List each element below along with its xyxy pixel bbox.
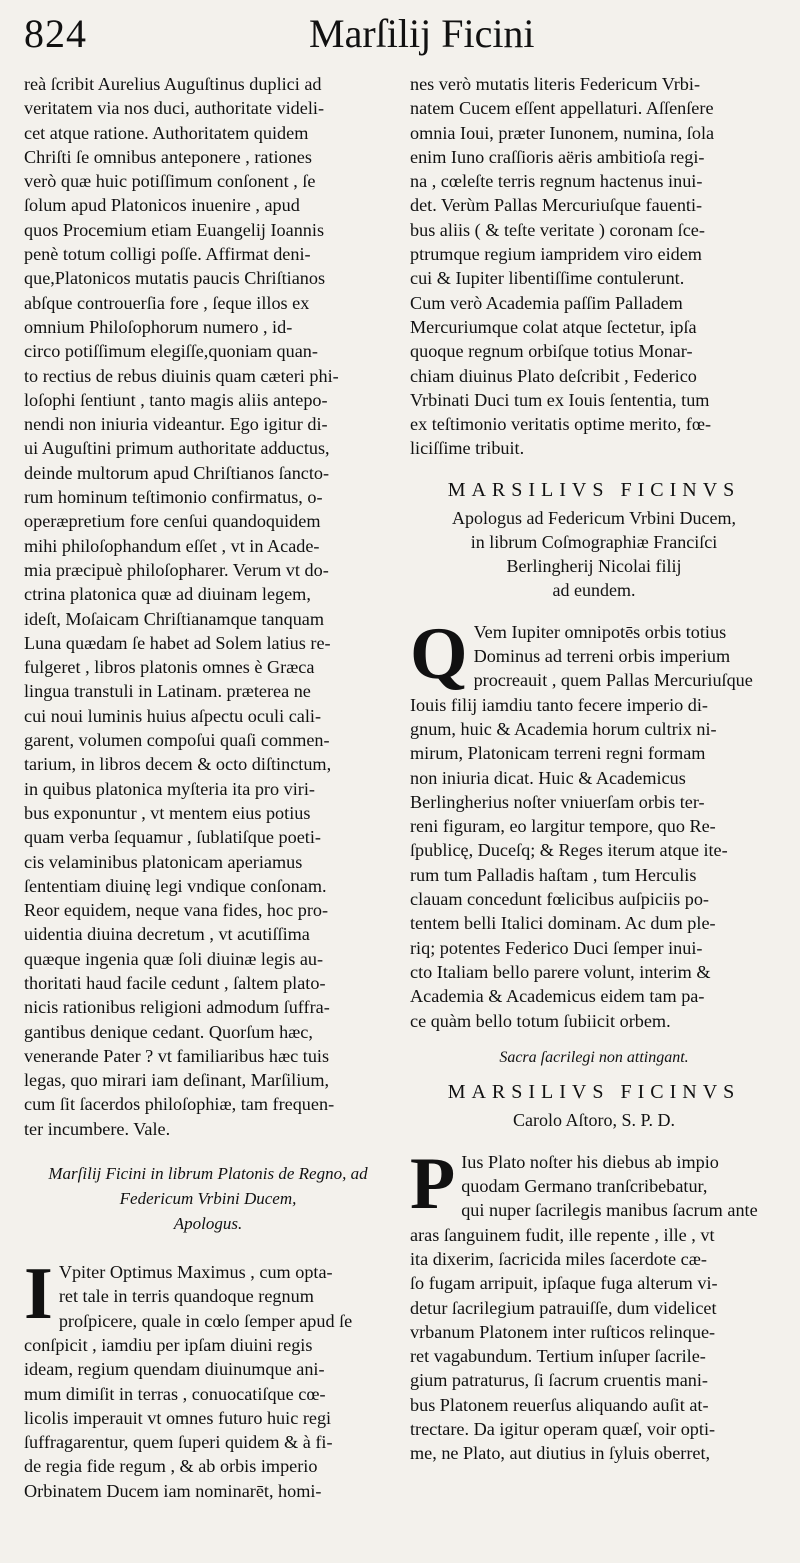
text-columns <box>24 72 778 1503</box>
text-line: mirum, Platonicam terreni regni formam <box>410 743 706 764</box>
text-line: ideam, regium quendam diuinumque ani- <box>24 1359 325 1380</box>
right-column <box>410 72 778 1503</box>
heading-marsilius-2: MARSILIVS FICINVS <box>447 1080 741 1103</box>
text-line: ex teſtimonio veritatis optime merito, fœ- <box>410 414 712 435</box>
text-line: bus exponuntur , vt mentem eius potius <box>24 802 311 823</box>
right-paragraph-3 <box>410 1142 778 1466</box>
text-line: mia præcipuè philoſopharer. Verum vt do- <box>24 559 329 580</box>
right-paragraph-2 <box>410 612 778 1033</box>
text-line: detur ſacrilegium patrauiſſe, dum videlicet <box>410 1297 717 1318</box>
text-line: Luna quædam ſe habet ad Solem latius re- <box>24 632 331 653</box>
text-line: lingua transtuli in Latinam. præterea ne <box>24 681 311 702</box>
text-line: garent, volumen compoſui quaſi commen- <box>24 730 330 751</box>
text-line: det. Verùm Pallas Mercuriuſque fauenti- <box>410 195 703 216</box>
text-line: Academia & Academicus eidem tam pa- <box>410 986 705 1007</box>
text-line: nicis rationibus religioni admodum ſuffra- <box>24 997 330 1018</box>
text-line: ter incumbere. Vale. <box>24 1118 171 1139</box>
text-line: aras ſanguinem fudit, ille repente , ille , vt <box>410 1224 715 1245</box>
text-line: quæque ingenia quæ ſoli diuinæ legis au- <box>24 948 324 969</box>
text-line: cui & Iupiter libentiſſime contulerunt. <box>410 268 685 289</box>
text-line: Vpiter Optimus Maximus , cum opta- <box>58 1262 333 1283</box>
text-line: bus aliis ( & teſte veritate ) coronam ſce- <box>410 219 705 240</box>
text-line: Iouis filij iamdiu tanto fecere imperio di- <box>410 694 708 715</box>
text-line: nendi non iniuria videantur. Ego igitur di- <box>24 414 328 435</box>
text-line: rum tum Palladis haſtam , tum Herculis <box>410 864 697 885</box>
motto: Sacra ſacrilegi non attingant. <box>499 1048 689 1066</box>
text-line: riq; potentes Federico Duci ſemper inui- <box>410 937 703 958</box>
text-line: thoritati haud facile cedunt , ſaltem plato- <box>24 972 326 993</box>
page-number: 824 <box>24 11 87 56</box>
text-line: cui noui luminis huius aſpectu oculi cali- <box>24 705 322 726</box>
text-line: cto Italiam bello parere volunt, interim & <box>410 961 711 982</box>
text-line: ui Auguſtini primum authoritate adductus, <box>24 438 330 459</box>
text-line: veritatem via nos duci, authoritate videli- <box>24 98 324 119</box>
subheading-carolo: Carolo Aſtoro, S. P. D. <box>512 1109 676 1130</box>
text-line: ret vagabundum. Tertium inſuper ſacrile- <box>410 1346 706 1367</box>
subheading-line: Berlingherij Nicolai filij <box>506 555 682 576</box>
text-line: conſpicit , iamdiu per ipſam diuini regis <box>24 1334 313 1355</box>
text-line: ctrina platonica quæ ad diuinam legem, <box>24 584 311 605</box>
text-line: legas, quo mirari iam deſinant, Marſilium, <box>24 1070 330 1091</box>
text-line: deinde multorum apud Chriſtianos ſancto- <box>24 462 330 483</box>
section-title-line: Federicum Vrbini Ducem, <box>119 1189 297 1209</box>
text-line: omnium Philoſophorum numero , id- <box>24 316 293 337</box>
drop-initial-q: Q <box>410 612 468 695</box>
text-line: liciſſime tribuit. <box>410 438 525 459</box>
text-line: Reor equidem, neque vana fides, hoc pro- <box>24 900 329 921</box>
text-line: enim Iuno craſſioris aëris ambitioſa regi- <box>410 146 705 167</box>
text-line: tarium, in libros decem & octo diſtinctum, <box>24 754 332 775</box>
page-header <box>24 10 778 72</box>
text-line: ſententiam diuinę legi vndique conſonam. <box>24 875 327 896</box>
text-line: qui nuper ſacrilegis manibus ſacrum ante <box>461 1200 758 1221</box>
text-line: abſque controuerſia fore , ſeque illos ex <box>24 292 310 313</box>
text-line: cis velaminibus platonicam aperiamus <box>24 851 303 872</box>
text-line: mihi philoſophandum eſſet , vt in Acade- <box>24 535 320 556</box>
text-line: Orbinatem Ducem iam nominarēt, homi- <box>24 1480 322 1501</box>
text-line: quam verba ſequamur , ſublatiſque poeti- <box>24 827 321 848</box>
text-line: non iniuria dicat. Huic & Academicus <box>410 767 686 788</box>
text-line: gantibus denique cedant. Quorſum hæc, <box>24 1021 313 1042</box>
text-line: Vem Iupiter omnipotēs orbis totius <box>473 621 727 642</box>
text-line: ſo fugam arripuit, ipſaque fuga alterum vi- <box>410 1273 718 1294</box>
text-line: reni figuram, eo largitur tempore, quo Re- <box>410 816 716 837</box>
drop-initial-i: I <box>24 1253 53 1336</box>
text-line: verò quæ huic potiſſimum conſonent , ſe <box>24 171 316 192</box>
running-head: Marſilij Ficini <box>309 11 535 56</box>
text-line: loſophi ſentiunt , tanto magis aliis antepo- <box>24 389 328 410</box>
text-line: in quibus platonica myſteria ita pro viri- <box>24 778 315 799</box>
text-line: ſpublicę, Duceſq; & Reges iterum atque ite- <box>410 840 728 861</box>
text-line: gnum, huic & Academia horum cultrix ni- <box>410 718 717 739</box>
drop-initial-p: P <box>410 1142 456 1225</box>
text-line: licolis imperauit vt omnes futuro huic regi <box>24 1407 332 1428</box>
text-line: Berlingherius noſter vniuerſam orbis ter- <box>410 791 705 812</box>
text-line: Chriſti ſe omnibus anteponere , rationes <box>24 146 312 167</box>
text-line: nes verò mutatis literis Federicum Vrbi- <box>410 74 701 94</box>
text-line: ret tale in terris quandoque regnum <box>58 1286 314 1307</box>
text-line: fulgeret , libros platonis omnes è Græca <box>24 657 315 678</box>
left-paragraph-1 <box>24 72 392 1141</box>
text-line: procreauit , quem Pallas Mercuriuſque <box>473 670 753 691</box>
section-title <box>24 1161 392 1236</box>
text-line: circo potiſſimum elegiſſe,quoniam quan- <box>24 341 318 362</box>
text-line: natem Cucem eſſent appellaturi. Aſſenſere <box>410 98 714 119</box>
left-column <box>24 72 392 1503</box>
subheading-line: Apologus ad Federicum Vrbini Ducem, <box>451 507 737 528</box>
text-line: me, ne Plato, aut diutius in ſyluis oberret, <box>410 1443 711 1464</box>
text-line: operæpretium fore cenſui quandoquidem <box>24 511 321 532</box>
text-line: quos Procemium etiam Euangelij Ioannis <box>24 219 325 240</box>
text-line: cum ſit ſacerdos philoſophiæ, tam frequen- <box>24 1094 335 1115</box>
text-line: proſpicere, quale in cœlo ſemper apud ſe <box>58 1310 353 1331</box>
text-line: omnia Ioui, præter Iunonem, numina, ſola <box>410 122 715 143</box>
section-title-line: Apologus. <box>173 1214 243 1234</box>
text-line: mum dimiſit in terras , conuocatiſque cœ- <box>24 1383 326 1404</box>
text-line: to rectius de rebus diuinis quam cæteri phi- <box>24 365 339 386</box>
text-line: Cum verò Academia paſſim Palladem <box>410 292 683 313</box>
text-line: bus Platonem reuerſus aliquando auſit at- <box>410 1394 709 1415</box>
text-line: quoque regnum orbiſque totius Monar- <box>410 341 693 362</box>
text-line: Vrbinati Duci tum ex Iouis ſententia, tum <box>410 389 710 410</box>
text-line: Dominus ad terreni orbis imperium <box>473 646 731 667</box>
text-line: de regia fide regum , & ab orbis imperio <box>24 1456 318 1477</box>
text-line: uidentia diuina decretum , vt acutiſſima <box>24 924 310 945</box>
text-line: ce quàm bello totum ſubiicit orbem. <box>410 1010 671 1031</box>
heading-marsilius-1: MARSILIVS FICINVS <box>447 478 741 501</box>
left-paragraph-2 <box>24 1253 392 1503</box>
text-line: cet atque ratione. Authoritatem quidem <box>24 122 309 143</box>
text-line: reà ſcribit Aurelius Auguſtinus duplici ad <box>24 74 322 94</box>
text-line: vrbanum Platonem inter ruſticos relinque- <box>410 1321 716 1342</box>
text-line: penè totum colligi poſſe. Affirmat deni- <box>24 244 311 265</box>
text-line: chiam diuinus Plato deſcribit , Federico <box>410 365 697 386</box>
text-line: Mercuriumque colat atque ſectetur, ipſa <box>410 316 697 337</box>
text-line: ita dixerim, ſacricida miles ſacerdote cæ- <box>410 1248 707 1269</box>
text-line: Ius Plato noſter his diebus ab impio <box>461 1151 719 1172</box>
text-line: ſuffragarentur, quem ſuperi quidem & à fi- <box>24 1432 333 1453</box>
text-line: rum hominum teſtimonio confirmatus, o- <box>24 487 323 508</box>
text-line: ſolum apud Platonicos inuenire , apud <box>24 195 300 216</box>
right-paragraph-1 <box>410 72 778 461</box>
subheading-line: ad eundem. <box>552 579 636 600</box>
text-line: ideſt, Moſaicam Chriſtianamque tanquam <box>24 608 325 629</box>
subheading-apologus <box>410 506 778 602</box>
subheading-line: in librum Coſmographiæ Franciſci <box>470 531 718 552</box>
text-line: na , cœleſte terris regnum hactenus inui- <box>410 171 703 192</box>
section-title-line: Marſilij Ficini in librum Platonis de Regno, ad <box>48 1164 368 1184</box>
text-line: ptrumque regium iampridem viro eidem <box>410 244 702 265</box>
text-line: clauam concedunt fœlicibus auſpiciis po- <box>410 889 709 910</box>
text-line: tentem belli Italici dominam. Ac dum ple- <box>410 913 716 934</box>
text-line: quodam Germano tranſcribebatur, <box>461 1176 708 1197</box>
text-line: que,Platonicos mutatis paucis Chriſtianos <box>24 268 326 289</box>
text-line: trectare. Da igitur operam quæſ, voir opti- <box>410 1419 716 1440</box>
text-line: gium patraturus, ſi ſacrum cruentis mani- <box>410 1370 708 1391</box>
text-line: venerande Pater ? vt familiaribus hæc tuis <box>24 1045 330 1066</box>
